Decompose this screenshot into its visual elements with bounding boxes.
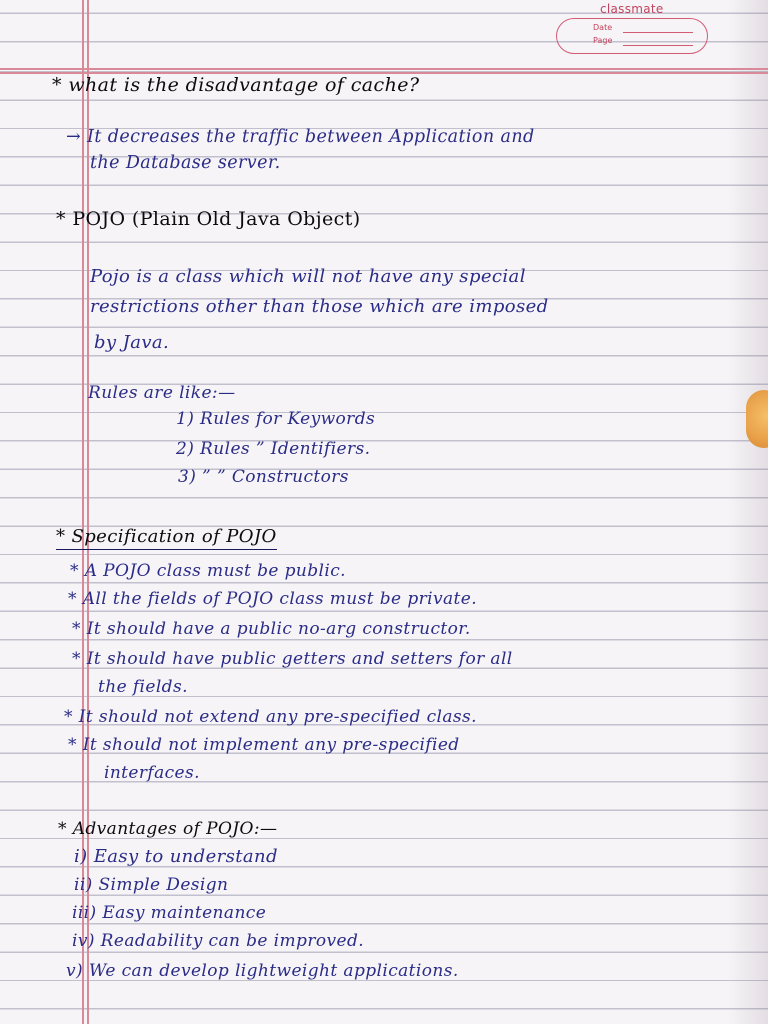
- brand-name: classmate: [600, 2, 664, 16]
- rules-intro: Rules are like:—: [88, 383, 236, 403]
- answer-line-1: → It decreases the traffic between Application and: [66, 127, 535, 147]
- advantages-heading: * Advantages of POJO:—: [58, 819, 278, 839]
- classmate-logo: [552, 0, 712, 60]
- answer-line-2: the Database server.: [90, 153, 281, 173]
- advantage-1: i) Easy to understand: [74, 846, 278, 867]
- header-rule: [0, 68, 768, 70]
- rule-3: 3) ” ” Constructors: [178, 467, 349, 487]
- page-label: Page: [593, 36, 613, 45]
- advantage-3: iii) Easy maintenance: [72, 903, 267, 923]
- pojo-def-line-3: by Java.: [94, 332, 170, 353]
- spec-item-3: * It should have a public no-arg constructor.: [72, 619, 471, 639]
- spec-item-1: * A POJO class must be public.: [70, 561, 346, 581]
- spec-item-6-line-1: * It should not implement any pre-specified: [68, 735, 460, 755]
- specification-heading: * Specification of POJO: [56, 526, 277, 550]
- spec-item-4-line-1: * It should have public getters and setters for all: [72, 649, 513, 669]
- date-page-box: [556, 18, 708, 54]
- page-rule: [623, 45, 693, 46]
- advantage-2: ii) Simple Design: [74, 875, 229, 895]
- spec-item-2: * All the fields of POJO class must be private.: [68, 589, 478, 609]
- margin-line-2: [87, 0, 89, 1024]
- thumb-photo-edge: [746, 390, 768, 448]
- rule-1: 1) Rules for Keywords: [176, 409, 376, 429]
- date-label: Date: [593, 23, 613, 32]
- pojo-def-line-2: restrictions other than those which are imposed: [90, 296, 549, 317]
- spec-item-4-line-2: the fields.: [98, 677, 188, 697]
- spec-item-5: * It should not extend any pre-specified class.: [64, 707, 477, 727]
- advantage-4: iv) Readability can be improved.: [72, 931, 365, 951]
- question-heading: * what is the disadvantage of cache?: [52, 74, 420, 96]
- spec-item-6-line-2: interfaces.: [104, 763, 200, 783]
- advantage-5: v) We can develop lightweight applications.: [66, 961, 459, 981]
- date-rule: [623, 32, 693, 33]
- page-edge-shadow: [728, 0, 768, 1024]
- margin-line-1: [82, 0, 84, 1024]
- pojo-heading: * POJO (Plain Old Java Object): [56, 208, 361, 230]
- rule-2: 2) Rules ” Identifiers.: [176, 439, 371, 459]
- pojo-def-line-1: Pojo is a class which will not have any special: [90, 266, 526, 287]
